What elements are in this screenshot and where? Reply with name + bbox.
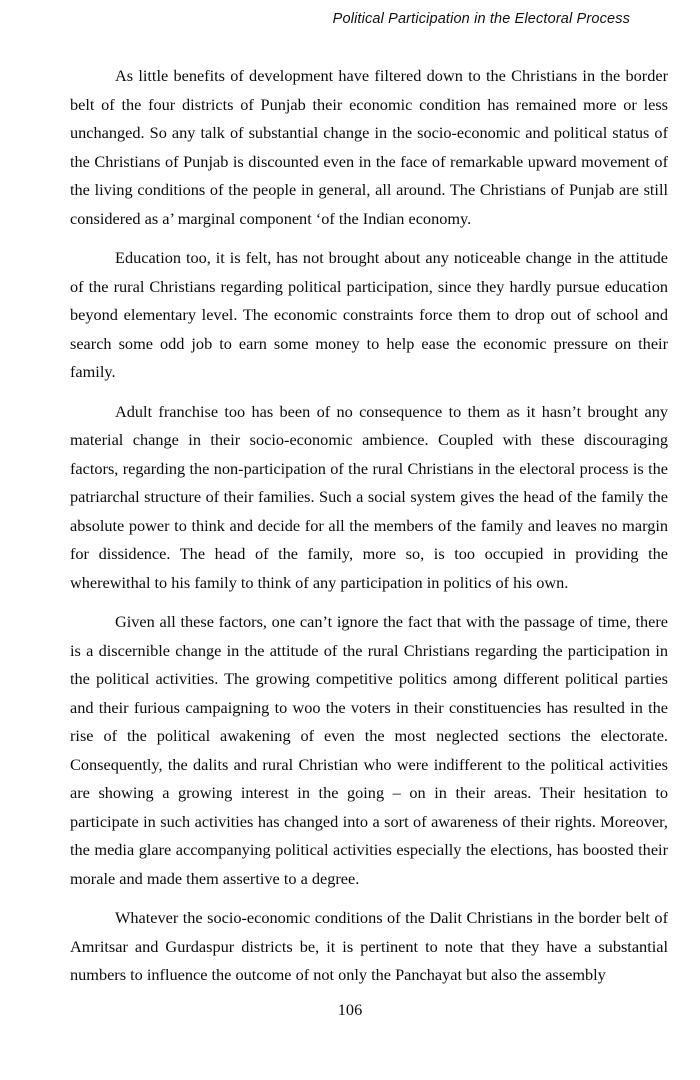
paragraph: Given all these factors, one can’t ignore the fact that with the passage of time, there is a discernible change in the attitude of the rural Christians regarding the participation in the political activities. The growing competitive politics among different political parties and their furious campaigning to woo the voters in their constituencies has resulted in the rise of the political awakening of even the most neglected sections the electorate. Consequently, the dalits and rural Christian who were indifferent to the political activities are showing a growing interest in the going – on in their areas. Their hesitation to participate in such activities has changed into a sort of awareness of their rights. Moreover, the media glare accompanying political activities especially the elections, has boosted their morale and made them assertive to a degree. [70, 612, 668, 888]
paragraph: Education too, it is felt, has not brought about any noticeable change in the attitude of the rural Christians regarding political participation, since they hardly pursue education beyond elementary level. The economic constraints force them to drop out of school and search some odd job to earn some money to help ease the economic pressure on their family. [70, 248, 668, 381]
page-number: 106 [337, 1000, 363, 1019]
paragraph: Whatever the socio-economic conditions of the Dalit Christians in the border belt of Amritsar and Gurdaspur districts be, it is pertinent to note that they have a substantial numbers to influence the outcome of not only the Panchayat but also the assembly [70, 908, 668, 984]
paragraph: As little benefits of development have filtered down to the Christians in the border belt of the four districts of Punjab their economic condition has remained more or less unchanged. So any talk of substantial change in the socio-economic and political status of the Christians of Punjab is discounted even in the face of remarkable upward movement of the living conditions of the people in general, all around. The Christians of Punjab are still considered as a’ marginal component ‘of the Indian economy. [70, 66, 668, 228]
body-text-column [70, 62, 668, 990]
paragraph: Adult franchise too has been of no consequence to them as it hasn’t brought any material change in their socio-economic ambience. Coupled with these discouraging factors, regarding the non-participation of the rural Christians in the electoral process is the patriarchal structure of their families. Such a social system gives the head of the family the absolute power to think and decide for all the members of the family and leaves no margin for dissidence. The head of the family, more so, is too occupied in providing the wherewithal to his family to think of any participation in politics of his own. [70, 401, 668, 592]
running-head: Political Participation in the Electoral Process [332, 11, 630, 27]
